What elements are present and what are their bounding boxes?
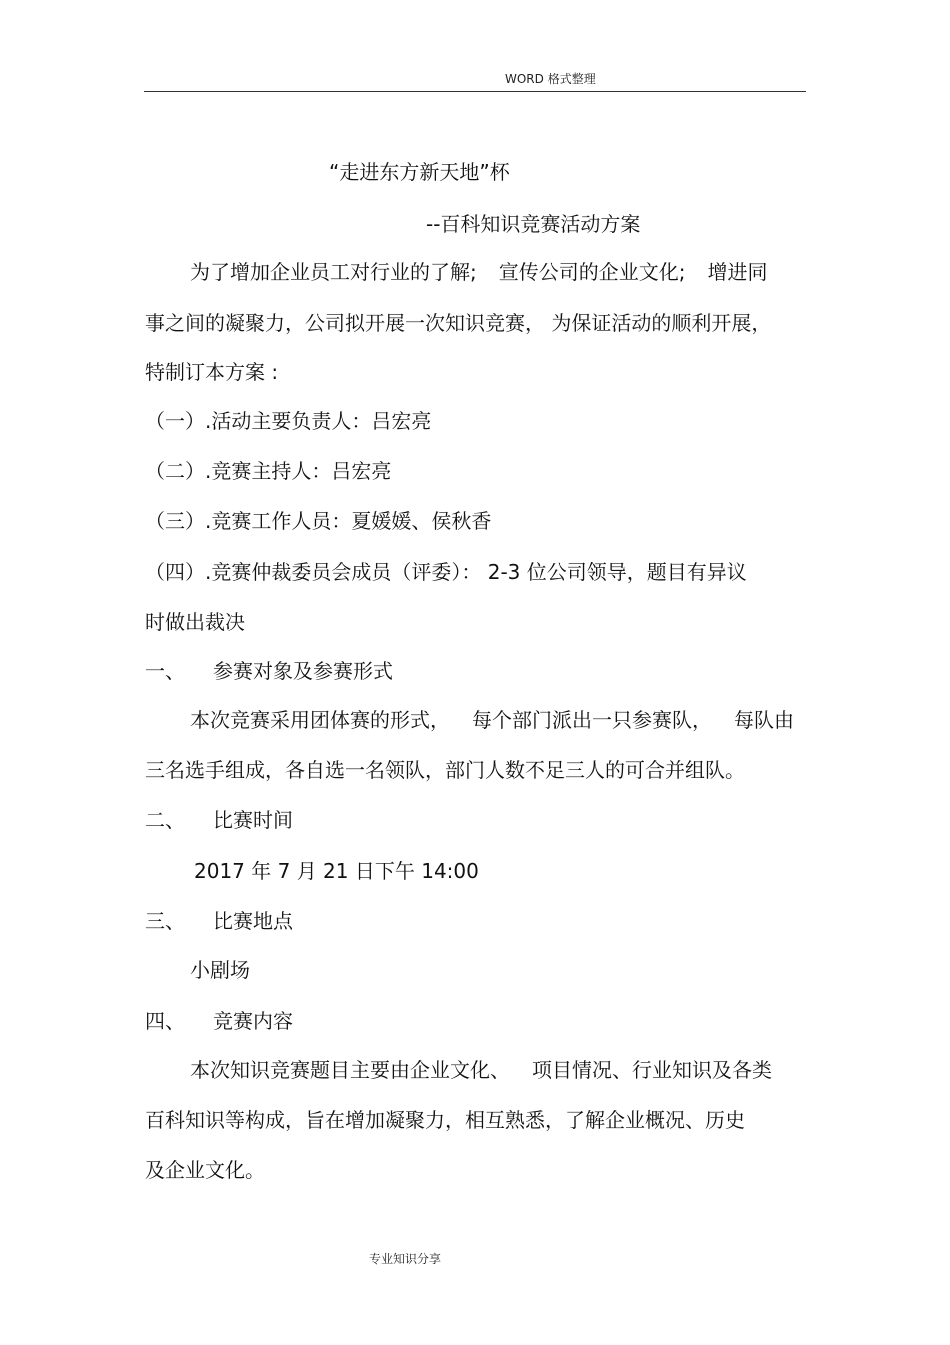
section-2-heading (145, 806, 293, 834)
section-4-title: 竞赛内容 (213, 1009, 293, 1033)
section-1-number: 一、 (145, 659, 185, 683)
section-1-body-line-1 (190, 706, 794, 734)
role-item-4: （四）.竞赛仲裁委员会成员（评委）： 2-3 位公司领导，题目有异议 (145, 560, 747, 584)
section-1-body-part-c: 每队由 (734, 708, 794, 732)
section-4-body-line-2: 百科知识等构成，旨在增加凝聚力，相互熟悉，了解企业概况、历史 (145, 1108, 745, 1132)
intro-line-3: 特制订本方案 : (145, 360, 279, 384)
section-3-title: 比赛地点 (213, 909, 293, 933)
section-4-body-line-3: 及企业文化。 (145, 1158, 265, 1182)
intro-line-1-part-b: 宣传公司的企业文化; (498, 260, 686, 284)
title-line-1: “走进东方新天地”杯 (329, 160, 510, 184)
intro-line-1 (190, 258, 768, 286)
section-1-body-part-a: 本次竞赛采用团体赛的形式， (190, 708, 450, 732)
role-item-2: （二）.竞赛主持人：吕宏亮 (145, 459, 392, 483)
header-rule (144, 91, 806, 92)
section-1-body-part-b: 每个部门派出一只参赛队， (472, 708, 712, 732)
page-header: WORD 格式整理 (505, 72, 596, 86)
section-1-heading (145, 657, 393, 685)
section-4-body-line-1 (190, 1056, 772, 1084)
section-3-number: 三、 (145, 909, 185, 933)
role-item-1: （一）.活动主要负责人：吕宏亮 (145, 409, 432, 433)
role-item-4-continued: 时做出裁决 (145, 610, 245, 634)
section-4-body-part-b: 项目情况、行业知识及各类 (532, 1058, 772, 1082)
page-footer: 专业知识分享 (369, 1252, 442, 1266)
section-1-title: 参赛对象及参赛形式 (213, 659, 393, 683)
section-4-heading (145, 1007, 293, 1035)
section-4-body-part-a: 本次知识竞赛题目主要由企业文化、 (190, 1058, 510, 1082)
title-line-2: --百科知识竞赛活动方案 (426, 212, 641, 236)
section-2-number: 二、 (145, 808, 185, 832)
role-item-3: （三）.竞赛工作人员：夏媛媛、侯秋香 (145, 509, 492, 533)
section-4-number: 四、 (145, 1009, 185, 1033)
intro-line-1-part-c: 增进同 (707, 260, 768, 284)
section-3-heading (145, 907, 293, 935)
intro-line-2: 事之间的凝聚力，公司拟开展一次知识竞赛， 为保证活动的顺利开展， (145, 311, 772, 335)
section-1-body-line-2: 三名选手组成，各自选一名领队，部门人数不足三人的可合并组队。 (145, 758, 745, 782)
intro-line-1-part-a: 为了增加企业员工对行业的了解; (190, 260, 477, 284)
section-2-title: 比赛时间 (213, 808, 293, 832)
section-3-body: 小剧场 (190, 958, 250, 982)
section-2-body: 2017 年 7 月 21 日下午 14:00 (194, 859, 479, 883)
